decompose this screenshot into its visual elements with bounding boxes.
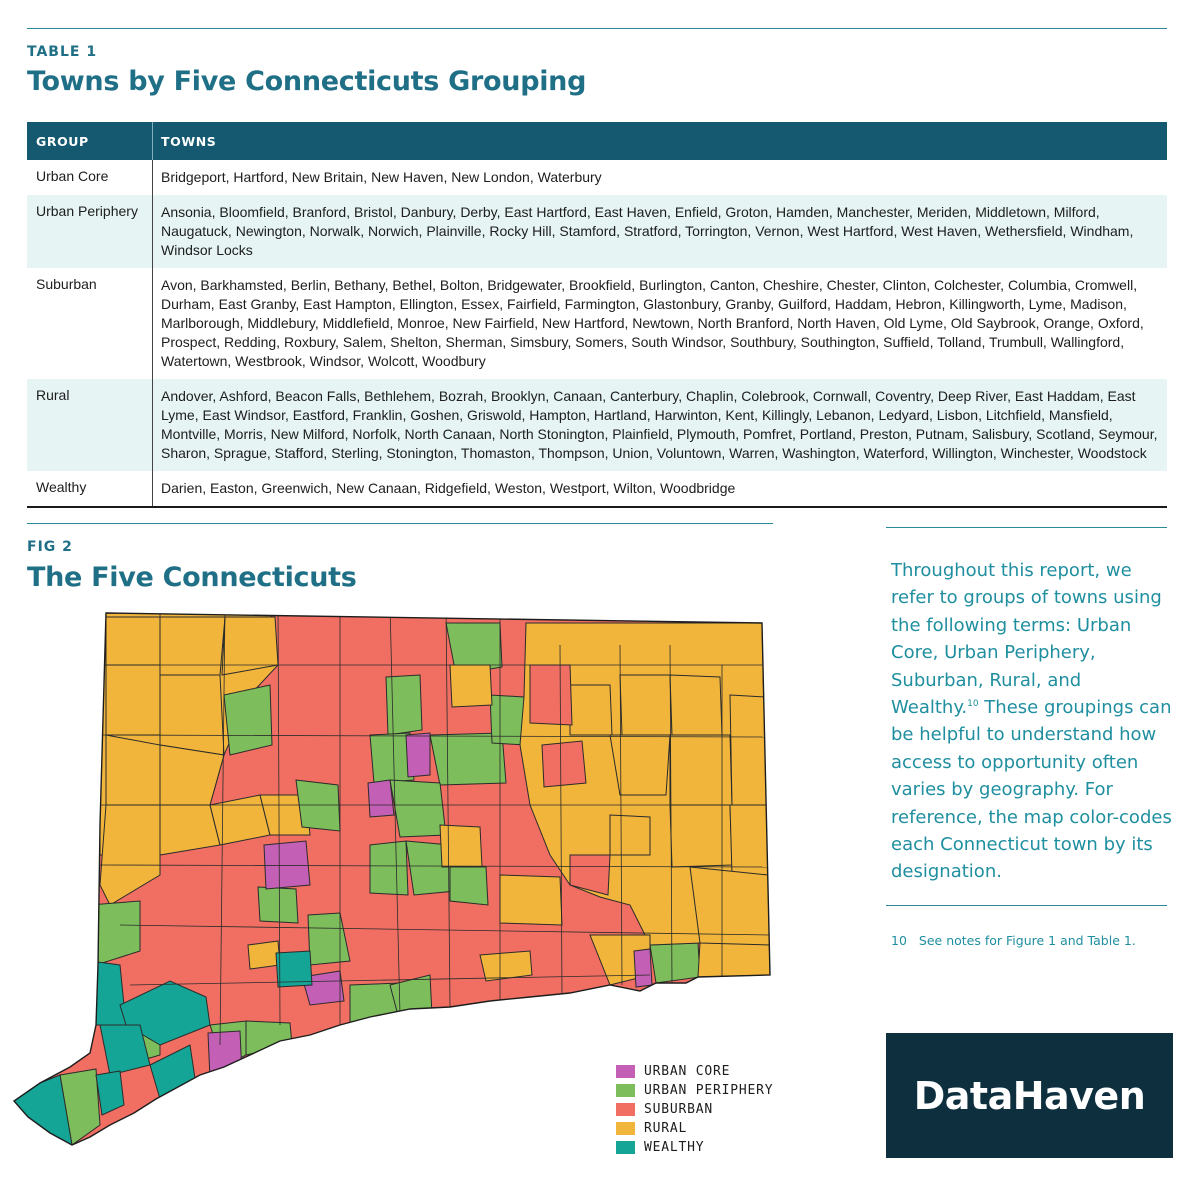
legend-item-urban-core [616, 1062, 773, 1081]
datahaven-logo [886, 1033, 1173, 1158]
row-group: Suburban [27, 268, 153, 379]
fig-label: FIG 2 [27, 539, 73, 555]
row-group: Wealthy [27, 471, 153, 506]
fig-title: The Five Connecticuts [27, 562, 357, 593]
table-label: TABLE 1 [27, 44, 98, 60]
legend-swatch [616, 1122, 635, 1135]
row-towns: Darien, Easton, Greenwich, New Canaan, Ridgefield, Weston, Westport, Wilton, Woodbridge [161, 480, 736, 496]
table-row [27, 471, 1167, 506]
footnote-text: See notes for Figure 1 and Table 1. [918, 933, 1136, 948]
table-header [27, 122, 1167, 160]
sidebar-text-1: Throughout this report, we refer to groups of towns using the following terms: Urban Core, Urban Periphery, Suburban, Rural, and Wealthy. [891, 560, 1162, 719]
legend-item-urban-periphery [616, 1081, 773, 1100]
table-row [27, 379, 1167, 471]
top-rule [27, 28, 1167, 29]
map-legend [616, 1062, 773, 1157]
row-group: Urban Periphery [27, 195, 153, 268]
table-row [27, 268, 1167, 379]
table-row [27, 160, 1167, 195]
row-towns: Bridgeport, Hartford, New Britain, New Haven, New London, Waterbury [161, 169, 602, 185]
legend-label: RURAL [644, 1121, 688, 1136]
legend-label: WEALTHY [644, 1140, 705, 1155]
legend-swatch [616, 1141, 635, 1154]
footnote [891, 933, 1136, 948]
legend-item-wealthy [616, 1138, 773, 1157]
legend-item-rural [616, 1119, 773, 1138]
footnote-number: 10 [891, 933, 907, 948]
sidebar-text-2: These groupings can be helpful to understand how access to opportunity often varies by geography. For reference, the map color-codes each Connecticut town by its designation. [891, 697, 1172, 883]
row-towns: Ansonia, Bloomfield, Branford, Bristol, Danbury, Derby, East Hartford, East Haven, Enfield, Groton, Hamden, Manchester, Meriden, Middletown, Milford, Naugatuck, Newington, Norwalk, Norwich, Plainville, Rocky Hill, Stamford, Stratford, Torrington, Vernon, West Hartford, West Haven, Wethersfield, Windham, Windsor Locks [161, 204, 1134, 258]
sidebar-top-rule [886, 527, 1167, 528]
table-title: Towns by Five Connecticuts Grouping [27, 66, 587, 97]
row-group: Urban Core [27, 160, 153, 195]
legend-swatch [616, 1065, 635, 1078]
footnote-ref: 10 [967, 699, 979, 710]
row-group: Rural [27, 379, 153, 471]
header-towns: TOWNS [161, 133, 217, 149]
table-row [27, 195, 1167, 268]
sidebar-bottom-rule [886, 905, 1167, 906]
fig-rule [27, 523, 773, 524]
legend-label: SUBURBAN [644, 1102, 714, 1117]
row-towns: Avon, Barkhamsted, Berlin, Bethany, Bethel, Bolton, Bridgewater, Brookfield, Burlington, Canton, Cheshire, Chester, Clinton, Colchester, Columbia, Cromwell, Durham, East Granby, East Hampton, Ellington, Essex, Fairfield, Farmington, Glastonbury, Granby, Guilford, Haddam, Hebron, Killingworth, Lyme, Madison, Marlborough, Middlebury, Middlefield, Monroe, New Fairfield, New Hartford, Newtown, North Branford, North Haven, Old Lyme, Old Saybrook, Orange, Oxford, Prospect, Redding, Roxbury, Salem, Shelton, Sherman, Simsbury, Somers, South Windsor, Southbury, Southington, Suffield, Tolland, Trumbull, Wallingford, Watertown, Westbrook, Windsor, Wolcott, Woodbury [161, 277, 1144, 369]
logo-text: DataHaven [913, 1073, 1146, 1118]
legend-swatch [616, 1084, 635, 1097]
row-towns: Andover, Ashford, Beacon Falls, Bethlehem, Bozrah, Brooklyn, Canaan, Canterbury, Chaplin, Colebrook, Cornwall, Coventry, Deep River, East Haddam, East Lyme, East Windsor, Eastford, Franklin, Goshen, Griswold, Hampton, Hartland, Harwinton, Kent, Killingly, Lebanon, Ledyard, Lisbon, Litchfield, Mansfield, Montville, Morris, New Milford, Norfolk, North Canaan, North Stonington, Plainfield, Plymouth, Pomfret, Portland, Preston, Putnam, Salisbury, Scotland, Seymour, Sharon, Sprague, Stafford, Sterling, Stonington, Thomaston, Thompson, Union, Voluntown, Warren, Washington, Waterford, Willington, Winchester, Woodstock [161, 388, 1158, 461]
legend-label: URBAN CORE [644, 1064, 731, 1079]
legend-swatch [616, 1103, 635, 1116]
header-group: GROUP [27, 122, 153, 160]
legend-item-suburban [616, 1100, 773, 1119]
towns-table [27, 122, 1167, 508]
legend-label: URBAN PERIPHERY [644, 1083, 774, 1098]
sidebar-paragraph [891, 557, 1173, 886]
